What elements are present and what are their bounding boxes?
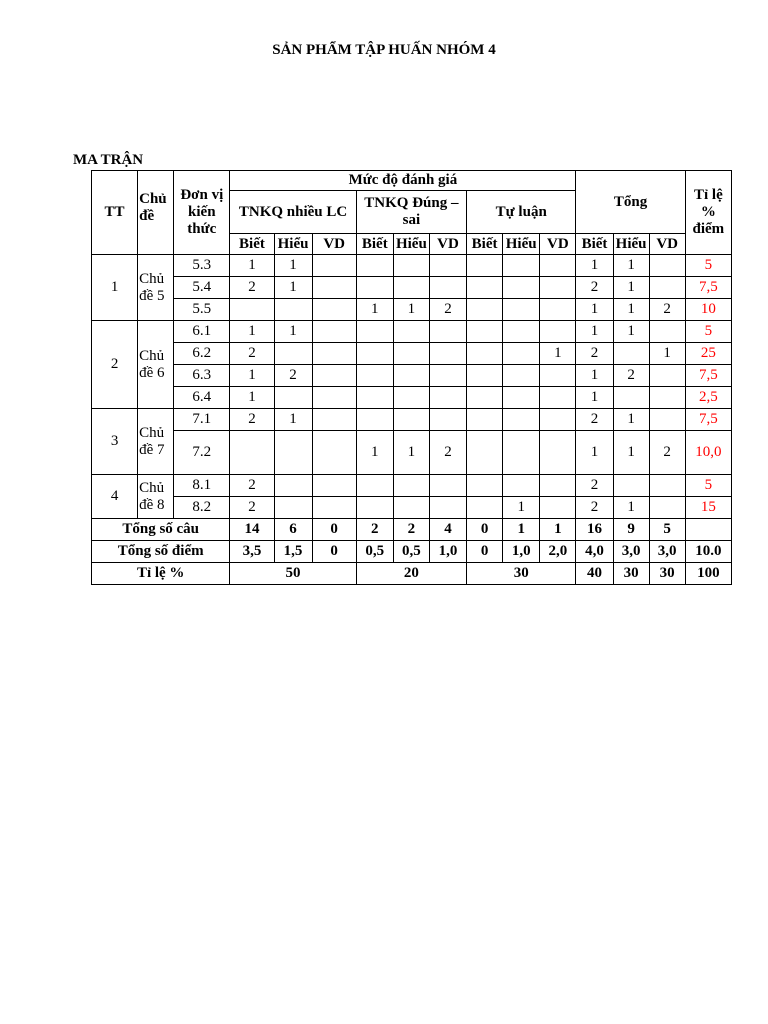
header-don-vi: Đơn vị kiến thức — [174, 171, 230, 255]
count-cell — [540, 409, 576, 431]
percent-cell: 7,5 — [685, 277, 731, 299]
count-cell: 1 — [230, 387, 274, 409]
section-heading: MA TRẬN — [73, 152, 144, 168]
count-cell — [274, 387, 312, 409]
count-cell — [393, 255, 429, 277]
count-cell — [312, 409, 356, 431]
count-cell — [649, 321, 685, 343]
count-cell — [467, 409, 503, 431]
header-chu-de: Chủ đề — [138, 171, 174, 255]
count-cell: 2 — [576, 277, 613, 299]
count-cell — [312, 431, 356, 475]
count-cell — [649, 497, 685, 519]
count-cell — [503, 475, 540, 497]
count-cell — [503, 277, 540, 299]
header-level-biet: Biết — [230, 234, 274, 255]
count-cell: 1 — [230, 255, 274, 277]
total-questions-cell — [685, 519, 731, 541]
count-cell — [429, 277, 466, 299]
count-cell — [393, 475, 429, 497]
count-cell — [429, 255, 466, 277]
topic-name-cell: Chủ đề 8 — [138, 475, 174, 519]
count-cell — [393, 387, 429, 409]
total-points-cell: 10.0 — [685, 541, 731, 563]
count-cell: 2 — [230, 343, 274, 365]
topic-number-cell: 1 — [92, 255, 138, 321]
table-row — [92, 497, 732, 519]
count-cell — [393, 497, 429, 519]
unit-cell: 5.3 — [174, 255, 230, 277]
count-cell — [613, 475, 649, 497]
total-questions-cell: 1 — [503, 519, 540, 541]
count-cell — [312, 387, 356, 409]
count-cell — [503, 343, 540, 365]
header-level-biet: Biết — [576, 234, 613, 255]
count-cell: 2 — [576, 343, 613, 365]
count-cell — [649, 409, 685, 431]
table-row — [92, 299, 732, 321]
percent-cell: 15 — [685, 497, 731, 519]
count-cell: 1 — [274, 409, 312, 431]
total-questions-cell: 2 — [393, 519, 429, 541]
total-questions-cell: 4 — [429, 519, 466, 541]
count-cell: 2 — [274, 365, 312, 387]
header-tu-luan: Tự luận — [467, 191, 576, 234]
total-points-cell: 0,5 — [356, 541, 393, 563]
count-cell — [503, 409, 540, 431]
header-level-vd: VD — [540, 234, 576, 255]
unit-cell: 7.2 — [174, 431, 230, 475]
count-cell — [540, 497, 576, 519]
count-cell — [540, 321, 576, 343]
count-cell: 1 — [230, 321, 274, 343]
table-row — [92, 255, 732, 277]
count-cell: 1 — [613, 277, 649, 299]
count-cell — [540, 255, 576, 277]
count-cell — [467, 475, 503, 497]
count-cell — [467, 387, 503, 409]
total-points-cell: 0 — [312, 541, 356, 563]
total-questions-cell: 9 — [613, 519, 649, 541]
count-cell: 2 — [649, 431, 685, 475]
header-level-hieu: Hiểu — [393, 234, 429, 255]
total-points-cell: 0,5 — [393, 541, 429, 563]
count-cell — [356, 497, 393, 519]
unit-cell: 8.1 — [174, 475, 230, 497]
count-cell: 1 — [576, 365, 613, 387]
count-cell — [312, 497, 356, 519]
count-cell — [356, 255, 393, 277]
count-cell — [312, 321, 356, 343]
header-tong: Tổng — [576, 171, 685, 234]
count-cell — [503, 299, 540, 321]
count-cell: 1 — [613, 431, 649, 475]
count-cell — [467, 365, 503, 387]
count-cell — [540, 299, 576, 321]
count-cell: 1 — [613, 321, 649, 343]
count-cell: 2 — [230, 277, 274, 299]
total-points-cell: 3,0 — [649, 541, 685, 563]
total-questions-label: Tổng số câu — [92, 519, 230, 541]
percent-cell: 10,0 — [685, 431, 731, 475]
count-cell — [393, 409, 429, 431]
count-cell — [274, 343, 312, 365]
unit-cell: 5.5 — [174, 299, 230, 321]
ratio-total-cell: 30 — [613, 563, 649, 585]
count-cell: 2 — [230, 475, 274, 497]
count-cell — [503, 321, 540, 343]
count-cell — [274, 497, 312, 519]
count-cell — [356, 365, 393, 387]
count-cell — [429, 321, 466, 343]
header-level-hieu: Hiểu — [503, 234, 540, 255]
count-cell — [356, 343, 393, 365]
count-cell — [274, 475, 312, 497]
count-cell — [230, 431, 274, 475]
header-tt: TT — [92, 171, 138, 255]
count-cell: 1 — [274, 321, 312, 343]
percent-cell: 7,5 — [685, 365, 731, 387]
count-cell — [649, 255, 685, 277]
total-points-cell: 4,0 — [576, 541, 613, 563]
table-row — [92, 365, 732, 387]
topic-number-cell: 3 — [92, 409, 138, 475]
count-cell: 2 — [576, 409, 613, 431]
percent-cell: 7,5 — [685, 409, 731, 431]
count-cell — [230, 299, 274, 321]
total-points-cell: 3,5 — [230, 541, 274, 563]
count-cell: 2 — [429, 299, 466, 321]
ratio-group-cell: 50 — [230, 563, 356, 585]
count-cell: 1 — [393, 299, 429, 321]
header-level-vd: VD — [312, 234, 356, 255]
header-muc-do: Mức độ đánh giá — [230, 171, 576, 191]
topic-name-cell: Chủ đề 6 — [138, 321, 174, 409]
total-points-cell: 1,0 — [503, 541, 540, 563]
table-footer — [92, 519, 732, 585]
header-level-hieu: Hiểu — [613, 234, 649, 255]
count-cell: 1 — [649, 343, 685, 365]
count-cell: 2 — [649, 299, 685, 321]
assessment-matrix-table — [91, 170, 732, 585]
topic-name-cell: Chủ đề 5 — [138, 255, 174, 321]
table-header — [92, 171, 732, 255]
count-cell — [312, 255, 356, 277]
count-cell — [467, 431, 503, 475]
ratio-total-cell: 40 — [576, 563, 613, 585]
count-cell: 2 — [613, 365, 649, 387]
count-cell: 1 — [576, 321, 613, 343]
count-cell — [429, 343, 466, 365]
total-points-cell: 1,5 — [274, 541, 312, 563]
count-cell: 2 — [576, 475, 613, 497]
count-cell — [467, 343, 503, 365]
table-row — [92, 343, 732, 365]
total-questions-cell: 5 — [649, 519, 685, 541]
header-ti-le-diem: Tỉ lệ % điểm — [685, 171, 731, 255]
table-row — [92, 277, 732, 299]
count-cell: 1 — [576, 431, 613, 475]
total-questions-cell: 2 — [356, 519, 393, 541]
table-row — [92, 475, 732, 497]
count-cell — [649, 387, 685, 409]
count-cell — [393, 277, 429, 299]
count-cell — [274, 431, 312, 475]
unit-cell: 6.4 — [174, 387, 230, 409]
count-cell — [540, 475, 576, 497]
count-cell: 1 — [503, 497, 540, 519]
total-points-row — [92, 541, 732, 563]
count-cell — [393, 321, 429, 343]
count-cell: 2 — [429, 431, 466, 475]
document-title: SẢN PHẨM TẬP HUẤN NHÓM 4 — [272, 42, 496, 58]
count-cell — [613, 343, 649, 365]
topic-number-cell: 4 — [92, 475, 138, 519]
percent-cell: 2,5 — [685, 387, 731, 409]
count-cell — [356, 321, 393, 343]
count-cell: 1 — [613, 299, 649, 321]
count-cell — [312, 343, 356, 365]
count-cell: 1 — [356, 431, 393, 475]
count-cell — [393, 343, 429, 365]
header-level-hieu: Hiểu — [274, 234, 312, 255]
count-cell — [503, 365, 540, 387]
topic-number-cell: 2 — [92, 321, 138, 409]
count-cell: 2 — [230, 497, 274, 519]
table-row — [92, 409, 732, 431]
count-cell — [356, 387, 393, 409]
count-cell: 1 — [613, 255, 649, 277]
count-cell — [467, 255, 503, 277]
count-cell — [467, 277, 503, 299]
count-cell — [467, 321, 503, 343]
count-cell — [540, 277, 576, 299]
count-cell — [356, 277, 393, 299]
count-cell — [429, 497, 466, 519]
total-points-label: Tổng số điểm — [92, 541, 230, 563]
ratio-row — [92, 563, 732, 585]
count-cell: 1 — [274, 255, 312, 277]
table-body — [92, 255, 732, 519]
percent-cell: 25 — [685, 343, 731, 365]
count-cell — [503, 255, 540, 277]
header-level-biet: Biết — [356, 234, 393, 255]
count-cell: 1 — [613, 497, 649, 519]
total-questions-cell: 16 — [576, 519, 613, 541]
ratio-group-cell: 30 — [467, 563, 576, 585]
unit-cell: 6.1 — [174, 321, 230, 343]
count-cell — [503, 431, 540, 475]
percent-cell: 5 — [685, 475, 731, 497]
table-row — [92, 387, 732, 409]
percent-cell: 5 — [685, 321, 731, 343]
count-cell — [467, 497, 503, 519]
total-points-cell: 1,0 — [429, 541, 466, 563]
count-cell — [429, 409, 466, 431]
count-cell — [429, 387, 466, 409]
header-level-vd: VD — [429, 234, 466, 255]
count-cell — [540, 431, 576, 475]
percent-cell: 5 — [685, 255, 731, 277]
count-cell — [649, 475, 685, 497]
total-questions-row — [92, 519, 732, 541]
total-points-cell: 0 — [467, 541, 503, 563]
count-cell — [274, 299, 312, 321]
total-questions-cell: 14 — [230, 519, 274, 541]
ratio-total-cell: 30 — [649, 563, 685, 585]
unit-cell: 6.2 — [174, 343, 230, 365]
count-cell: 1 — [393, 431, 429, 475]
count-cell — [312, 299, 356, 321]
count-cell — [393, 365, 429, 387]
ratio-total-cell: 100 — [685, 563, 731, 585]
table-row — [92, 321, 732, 343]
header-level-vd: VD — [649, 234, 685, 255]
header-level-biet: Biết — [467, 234, 503, 255]
ratio-group-cell: 20 — [356, 563, 466, 585]
topic-name-cell: Chủ đề 7 — [138, 409, 174, 475]
table-row — [92, 431, 732, 475]
unit-cell: 5.4 — [174, 277, 230, 299]
count-cell — [649, 277, 685, 299]
total-questions-cell: 1 — [540, 519, 576, 541]
count-cell — [540, 365, 576, 387]
count-cell: 1 — [540, 343, 576, 365]
ratio-label: Tỉ lệ % — [92, 563, 230, 585]
total-questions-cell: 0 — [467, 519, 503, 541]
unit-cell: 8.2 — [174, 497, 230, 519]
count-cell — [503, 387, 540, 409]
unit-cell: 6.3 — [174, 365, 230, 387]
total-points-cell: 2,0 — [540, 541, 576, 563]
count-cell: 1 — [576, 255, 613, 277]
count-cell — [312, 475, 356, 497]
count-cell — [613, 387, 649, 409]
total-points-cell: 3,0 — [613, 541, 649, 563]
count-cell: 1 — [576, 387, 613, 409]
count-cell — [467, 299, 503, 321]
total-questions-cell: 0 — [312, 519, 356, 541]
header-tnkq-lc: TNKQ nhiều LC — [230, 191, 356, 234]
unit-cell: 7.1 — [174, 409, 230, 431]
count-cell — [356, 409, 393, 431]
count-cell: 1 — [576, 299, 613, 321]
total-questions-cell: 6 — [274, 519, 312, 541]
count-cell: 1 — [356, 299, 393, 321]
count-cell: 1 — [230, 365, 274, 387]
count-cell: 1 — [613, 409, 649, 431]
count-cell: 2 — [230, 409, 274, 431]
count-cell — [429, 365, 466, 387]
count-cell — [540, 387, 576, 409]
count-cell — [312, 365, 356, 387]
count-cell: 1 — [274, 277, 312, 299]
count-cell — [356, 475, 393, 497]
count-cell — [649, 365, 685, 387]
count-cell — [429, 475, 466, 497]
count-cell: 2 — [576, 497, 613, 519]
header-tnkq-ds: TNKQ Đúng – sai — [356, 191, 466, 234]
count-cell — [312, 277, 356, 299]
percent-cell: 10 — [685, 299, 731, 321]
